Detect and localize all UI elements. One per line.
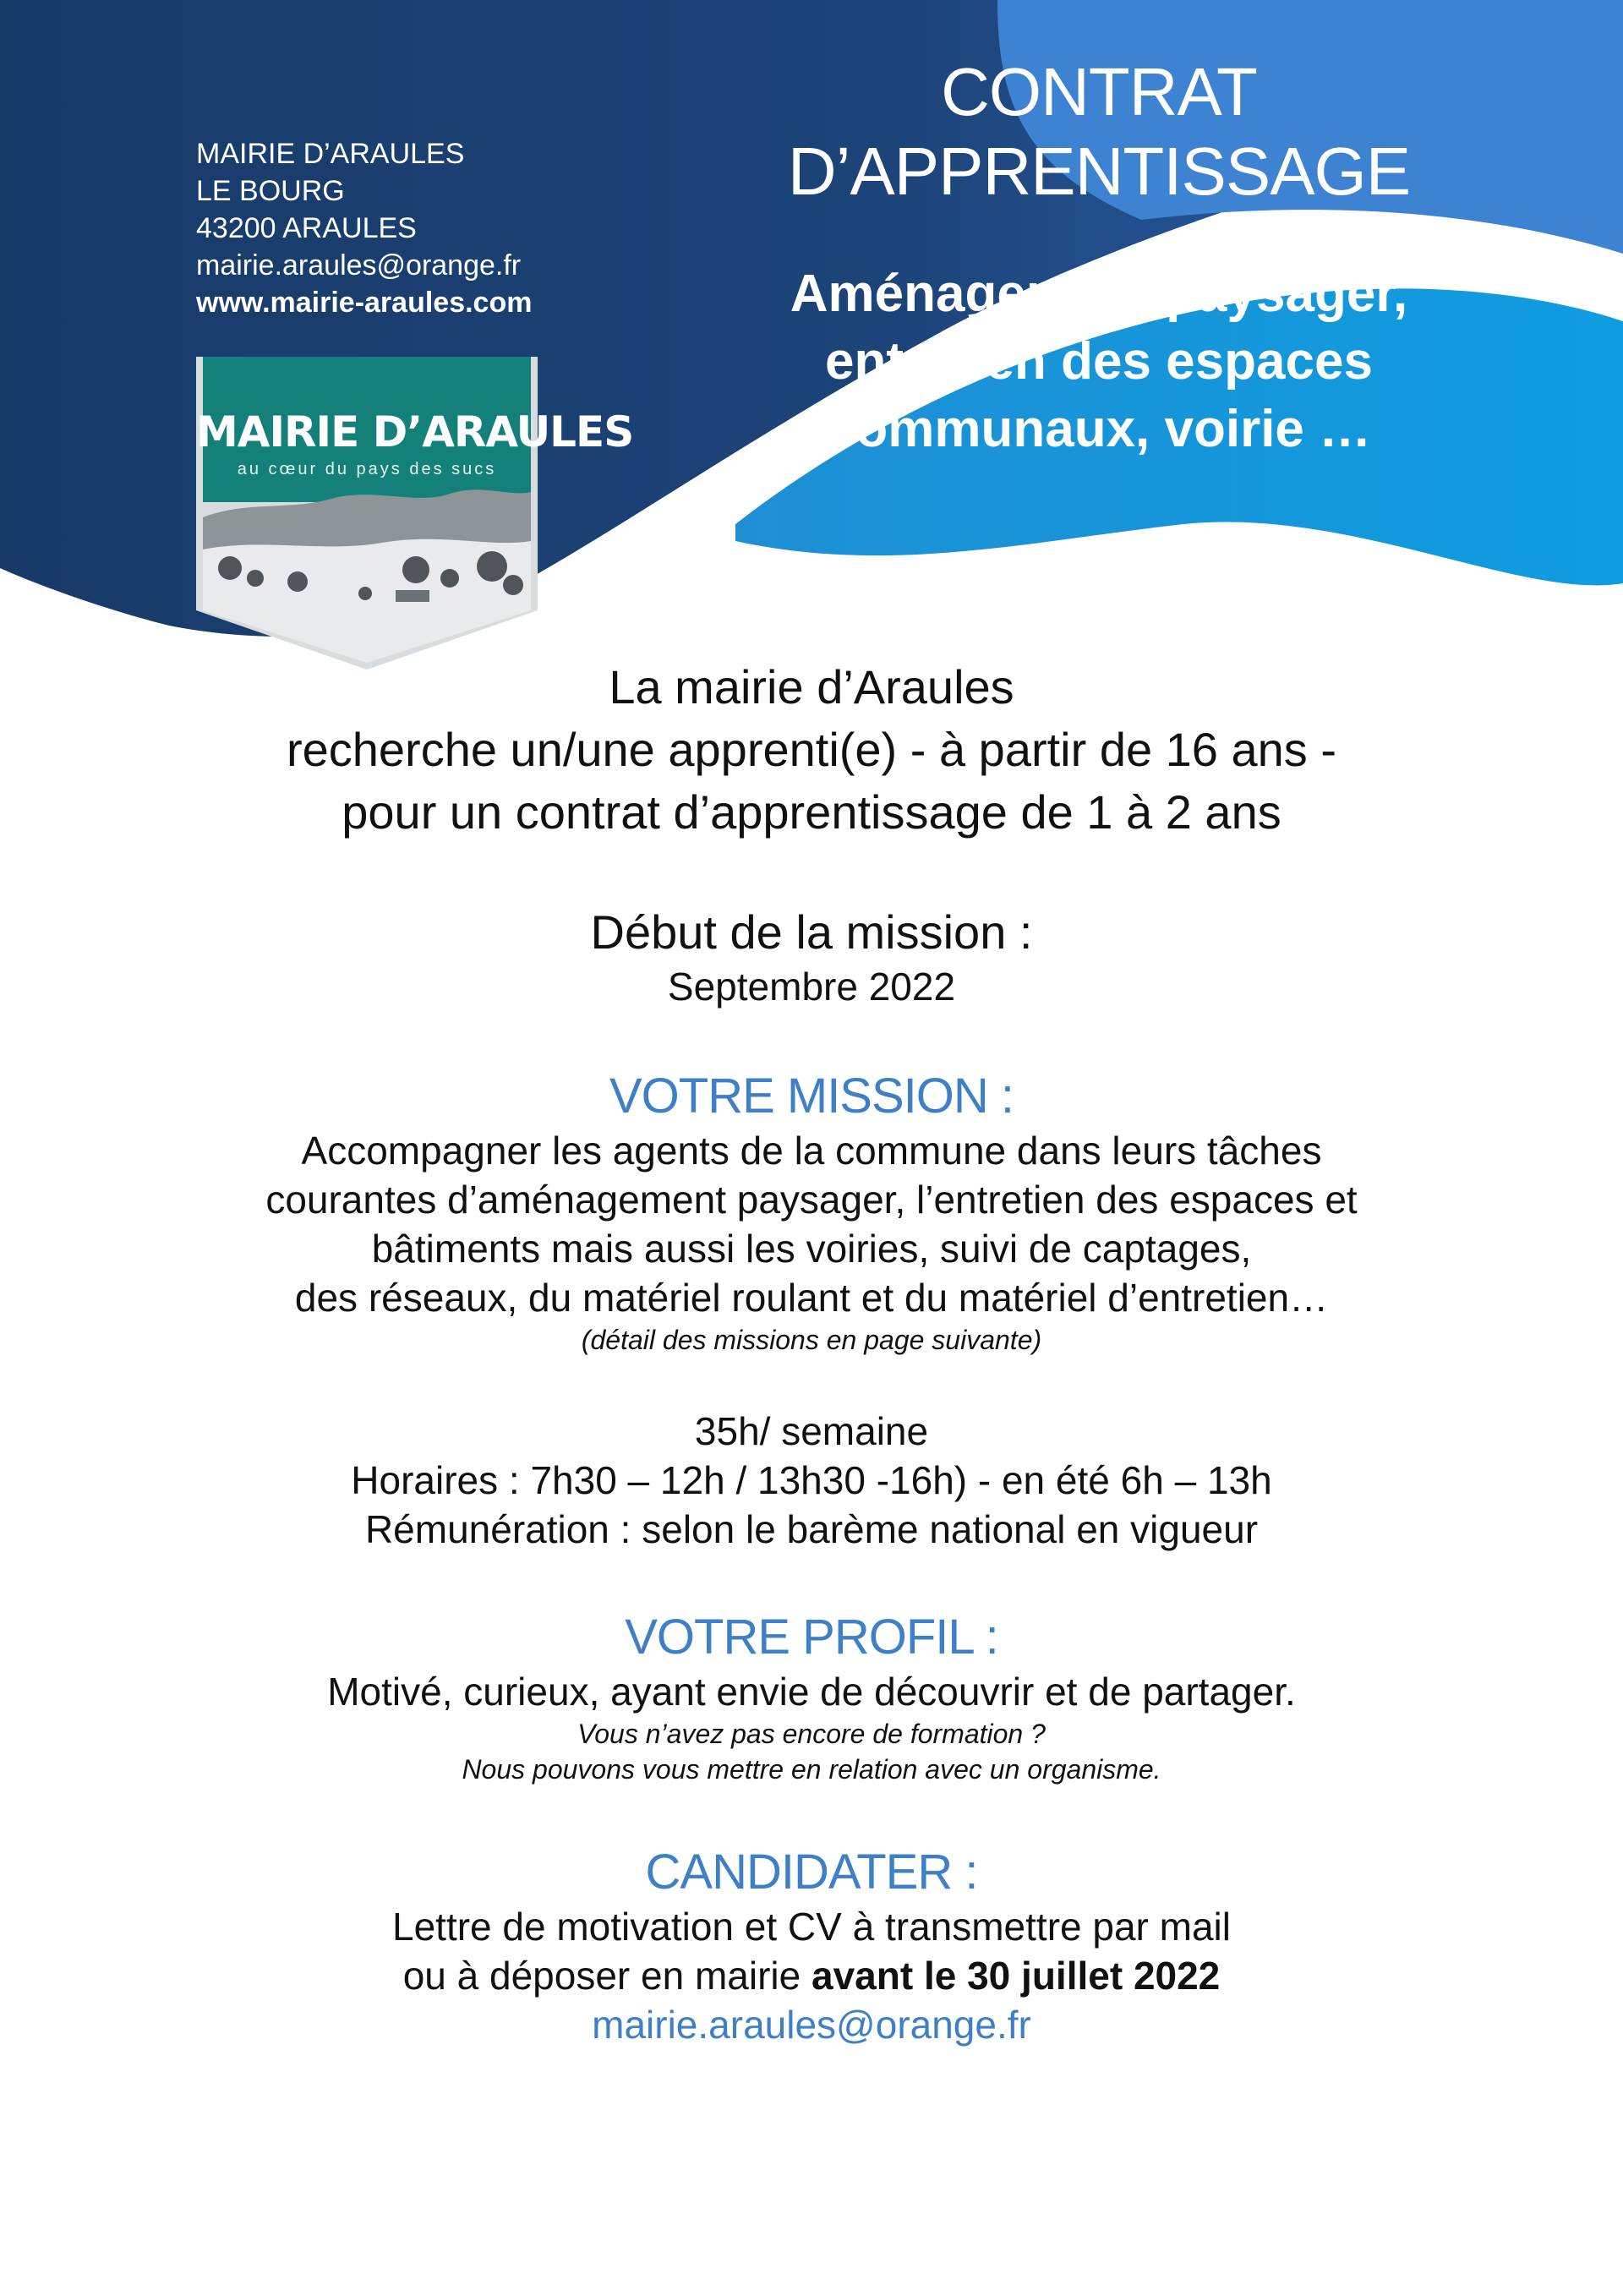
address-line-city: 43200 ARAULES xyxy=(196,212,417,244)
apply-line-text: ou à déposer en mairie xyxy=(402,1954,812,1998)
website-link[interactable]: www.mairie-araules.com xyxy=(196,287,533,319)
profile-text: Motivé, curieux, ayant envie de découvrir et de partager. xyxy=(327,1670,1296,1714)
profile-note: Nous pouvons vous mettre en relation avec un organisme. xyxy=(462,1754,1161,1785)
intro-line: La mairie d’Araules xyxy=(609,660,1014,713)
condition-line: Rémunération : selon le barème national en vigueur xyxy=(364,1507,1259,1551)
poster-subtitle xyxy=(744,260,1454,463)
mission-section xyxy=(135,1067,1488,1358)
logo-graphic xyxy=(196,357,634,670)
start-value: Septembre 2022 xyxy=(667,965,956,1009)
address-line-street: LE BOURG xyxy=(196,175,345,207)
profile-note: Vous n’avez pas encore de formation ? xyxy=(577,1719,1046,1749)
start-block xyxy=(135,903,1488,1011)
subtitle-line: entretien des espaces xyxy=(825,332,1373,391)
mission-line: Accompagner les agents de la commune dans leurs tâches xyxy=(301,1129,1322,1173)
intro-line: recherche un/une apprenti(e) - à partir de 16 ans - xyxy=(286,723,1337,776)
intro-block xyxy=(135,656,1488,844)
apply-section xyxy=(135,1843,1488,2049)
logo-tagline: au cœur du pays des sucs xyxy=(237,460,497,478)
apply-line: Lettre de motivation et CV à transmettre par mail xyxy=(392,1905,1231,1949)
mission-heading: VOTRE MISSION : xyxy=(609,1069,1014,1123)
mission-line: bâtiments mais aussi les voiries, suivi de captages, xyxy=(371,1227,1252,1271)
subtitle-line: Aménagement paysager, xyxy=(790,265,1408,323)
condition-line: Horaires : 7h30 – 12h / 13h30 -16h) - en été 6h – 13h xyxy=(351,1458,1272,1502)
address-line-name: MAIRIE D’ARAULES xyxy=(196,138,465,170)
profile-heading: VOTRE PROFIL : xyxy=(625,1610,998,1665)
address-block xyxy=(196,135,532,321)
title-line: CONTRAT xyxy=(941,54,1257,129)
start-label: Début de la mission : xyxy=(590,905,1033,959)
mairie-logo xyxy=(196,357,634,670)
logo-title: MAIRIE D’ARAULES xyxy=(196,407,634,456)
apply-heading: CANDIDATER : xyxy=(645,1845,978,1900)
mission-line: courantes d’aménagement paysager, l’entretien des espaces et xyxy=(265,1178,1358,1222)
title-line: D’APPRENTISSAGE xyxy=(787,134,1411,209)
apply-deadline: avant le 30 juillet 2022 xyxy=(812,1954,1221,1998)
profile-section xyxy=(135,1608,1488,1787)
address-email-link[interactable]: mairie.araules@orange.fr xyxy=(196,249,522,282)
mission-line: des réseaux, du matériel roulant et du matériel d’entretien… xyxy=(294,1276,1329,1320)
condition-line: 35h/ semaine xyxy=(694,1409,929,1453)
apply-deadline-line xyxy=(135,1951,1488,2000)
subtitle-line: communaux, voirie … xyxy=(826,400,1372,458)
apply-email-link[interactable]: mairie.araules@orange.fr xyxy=(592,2003,1031,2047)
poster-title xyxy=(761,52,1437,211)
intro-line: pour un contrat d’apprentissage de 1 à 2 ans xyxy=(342,785,1281,839)
conditions-block xyxy=(135,1407,1488,1554)
mission-note: (détail des missions en page suivante) xyxy=(581,1325,1042,1355)
